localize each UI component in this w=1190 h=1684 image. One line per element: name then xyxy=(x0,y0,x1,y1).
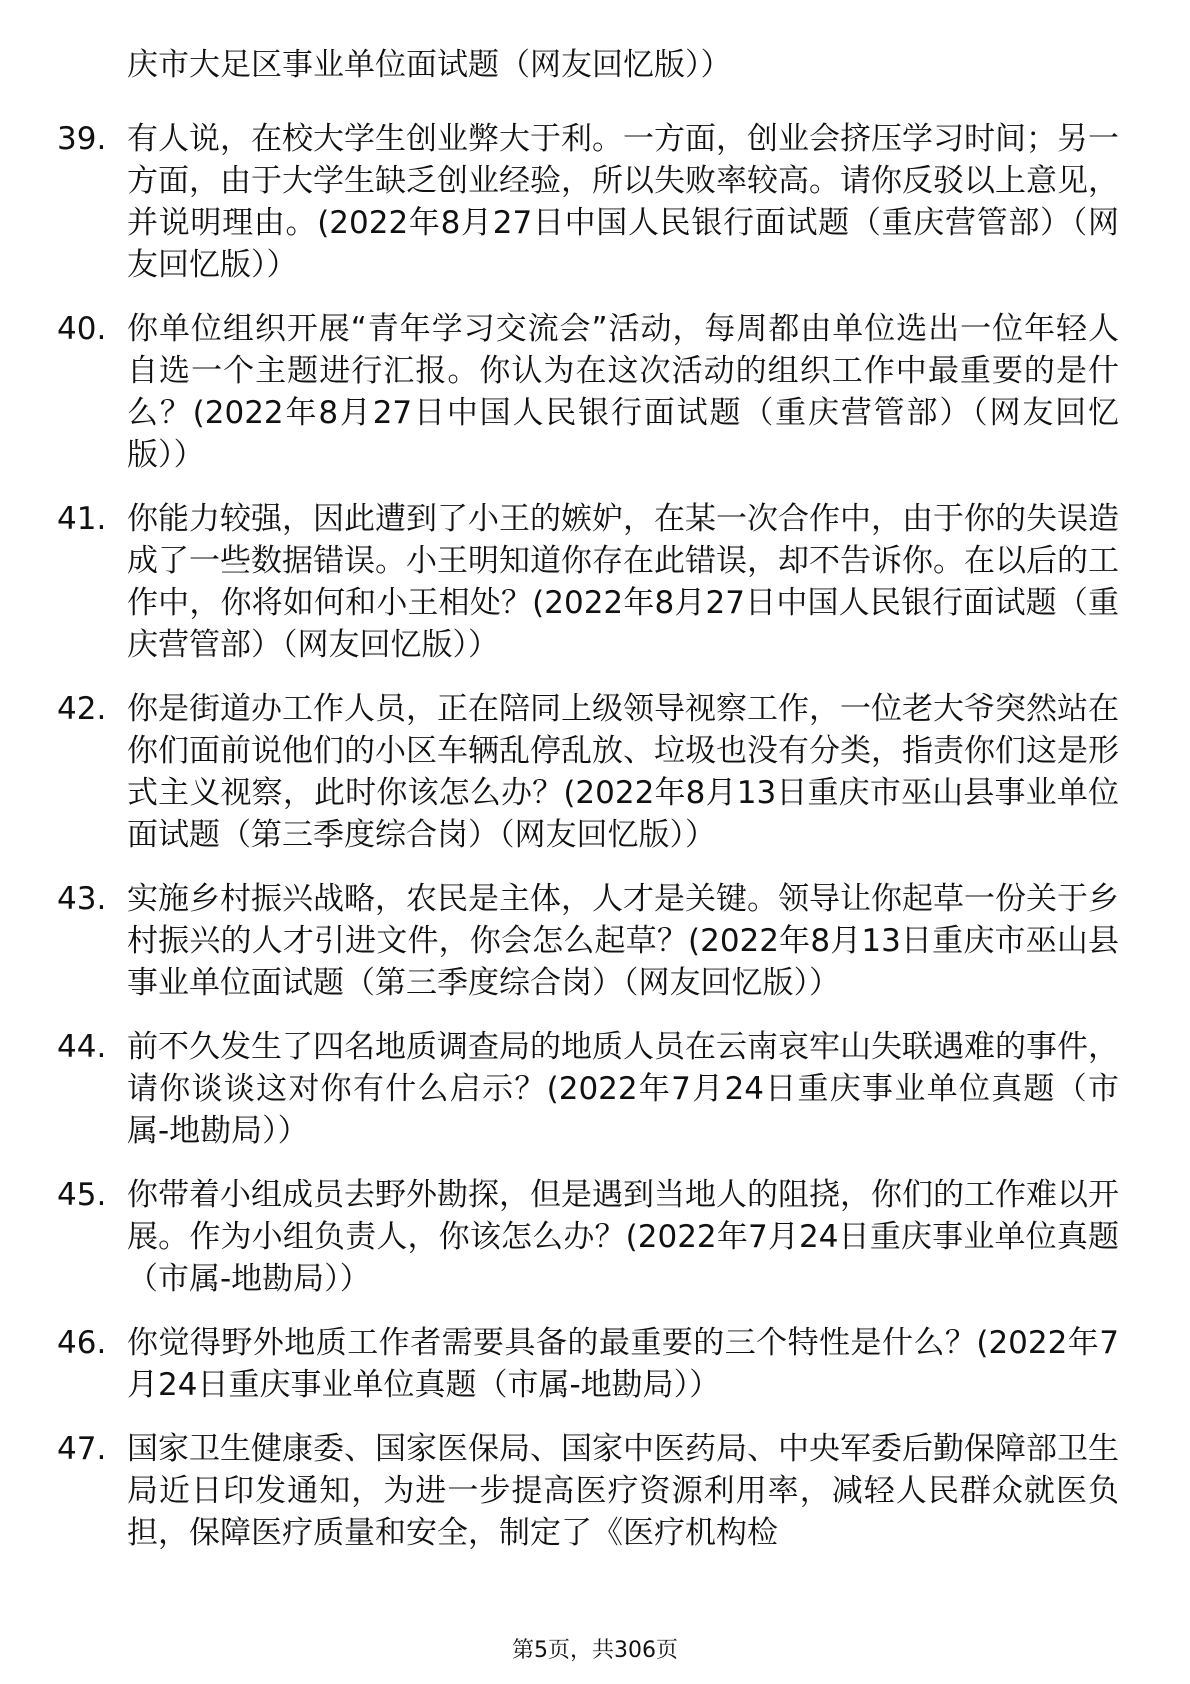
question-number: 40. xyxy=(57,311,107,347)
question-item xyxy=(0,1174,1190,1300)
question-text: 有人说，在校大学生创业弊大于利。一方面，创业会挤压学习时间；另一方面，由于大学生缺乏创业经验，所以失败率较高。请你反驳以上意见，并说明理由。(2022年8月27日中国人民银行面试题（重庆营管部）（网友回忆版）） xyxy=(127,121,1119,283)
continued-text: 庆市大足区事业单位面试题（网友回忆版）） xyxy=(127,47,732,83)
question-text: 国家卫生健康委、国家医保局、国家中医药局、中央军委后勤保障部卫生局近日印发通知，为进一步提高医疗资源利用率，减轻人民群众就医负担，保障医疗质量和安全，制定了《医疗机构检 xyxy=(127,1431,1119,1551)
question-item xyxy=(0,1322,1190,1406)
question-number: 46. xyxy=(57,1325,107,1361)
page-footer: 第5页，共306页 xyxy=(512,1638,678,1663)
question-number: 39. xyxy=(57,121,107,157)
question-item xyxy=(0,1428,1190,1554)
question-text: 你觉得野外地质工作者需要具备的最重要的三个特性是什么？(2022年7月24日重庆事业单位真题（市属-地勘局）） xyxy=(127,1325,1119,1403)
question-item xyxy=(0,308,1190,476)
question-number: 45. xyxy=(57,1177,107,1213)
question-number: 43. xyxy=(57,881,107,917)
question-item xyxy=(0,688,1190,856)
question-number: 44. xyxy=(57,1029,107,1065)
question-list xyxy=(0,118,1190,1576)
question-number: 47. xyxy=(57,1431,107,1467)
question-item xyxy=(0,878,1190,1004)
question-item xyxy=(0,1026,1190,1152)
question-text: 你是街道办工作人员，正在陪同上级领导视察工作，一位老大爷突然站在你们面前说他们的小区车辆乱停乱放、垃圾也没有分类，指责你们这是形式主义视察，此时你该怎么办？(2022年8月13日重庆市巫山县事业单位面试题（第三季度综合岗）（网友回忆版）） xyxy=(127,691,1119,853)
question-text: 你带着小组成员去野外勘探，但是遇到当地人的阻挠，你们的工作难以开展。作为小组负责人，你该怎么办？(2022年7月24日重庆事业单位真题（市属-地勘局）） xyxy=(127,1177,1119,1297)
question-item xyxy=(0,498,1190,666)
question-text: 前不久发生了四名地质调查局的地质人员在云南哀牢山失联遇难的事件，请你谈谈这对你有什么启示？(2022年7月24日重庆事业单位真题（市属-地勘局）） xyxy=(127,1029,1119,1149)
question-number: 42. xyxy=(57,691,107,727)
question-text: 实施乡村振兴战略，农民是主体，人才是关键。领导让你起草一份关于乡村振兴的人才引进文件，你会怎么起草？(2022年8月13日重庆市巫山县事业单位面试题（第三季度综合岗）（网友回忆版）） xyxy=(127,881,1119,1001)
question-number: 41. xyxy=(57,501,107,537)
question-text: 你能力较强，因此遭到了小王的嫉妒，在某一次合作中，由于你的失误造成了一些数据错误。小王明知道你存在此错误，却不告诉你。在以后的工作中，你将如何和小王相处？(2022年8月27日中国人民银行面试题（重庆营管部）（网友回忆版）） xyxy=(127,501,1119,663)
question-text: 你单位组织开展“青年学习交流会”活动，每周都由单位选出一位年轻人自选一个主题进行汇报。你认为在这次活动的组织工作中最重要的是什么？(2022年8月27日中国人民银行面试题（重庆营管部）（网友回忆版）） xyxy=(127,311,1119,473)
question-item xyxy=(0,118,1190,286)
